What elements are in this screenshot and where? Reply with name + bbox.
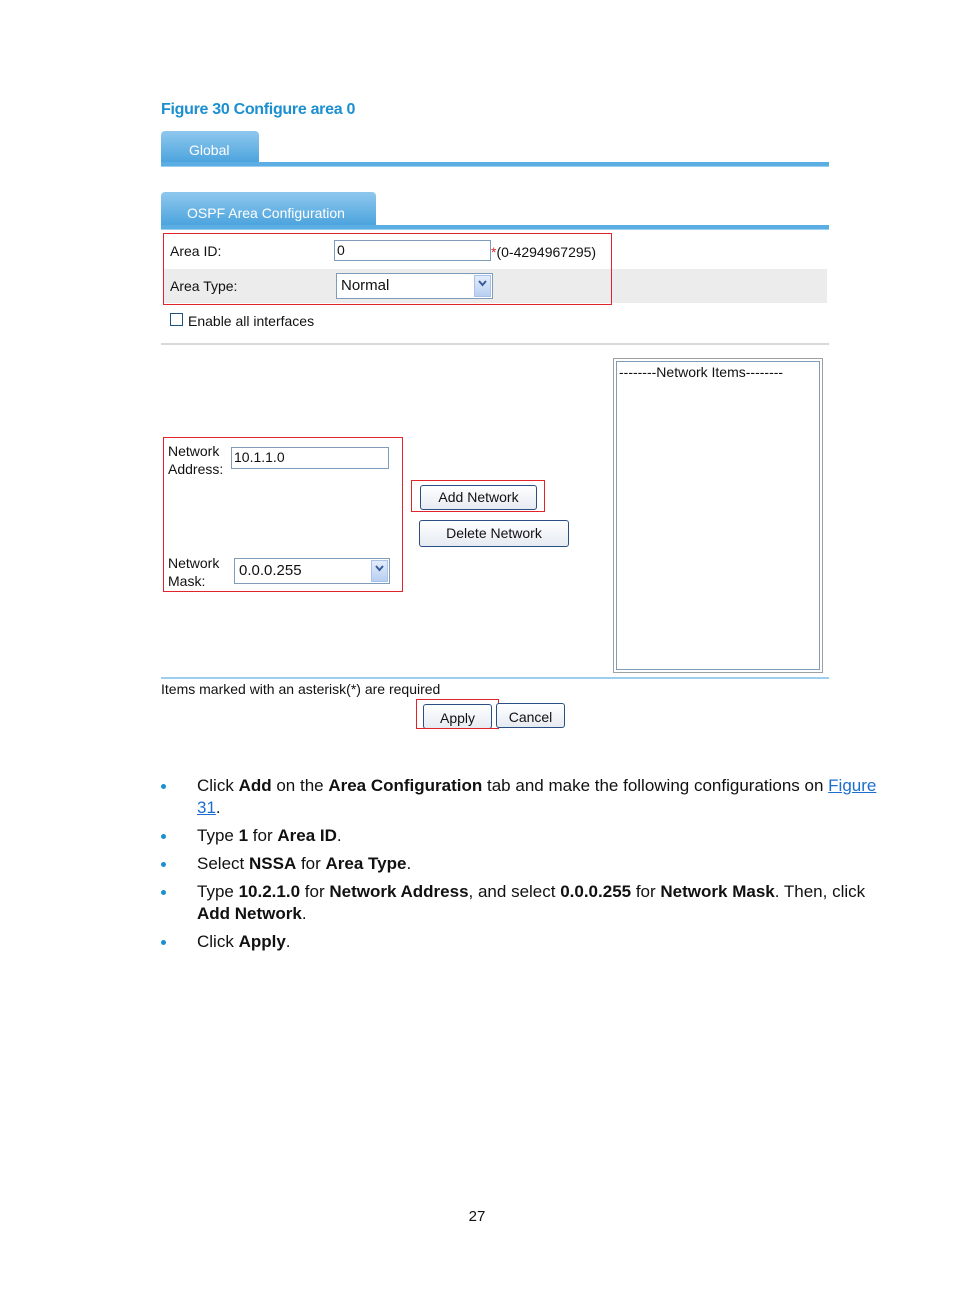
network-mask-value: 0.0.0.255 [239, 562, 302, 579]
enable-all-interfaces-label: Enable all interfaces [188, 313, 315, 329]
instruction-text: tab and make the following configurations on [482, 776, 829, 795]
network-items-frame [616, 361, 820, 670]
instruction-text: for [631, 882, 661, 901]
instruction-text: . Then, click [774, 882, 866, 901]
instruction-emphasis: 0.0.0.255 [560, 882, 632, 901]
bullet-icon [161, 890, 166, 895]
instruction-text: on the [271, 776, 329, 795]
instruction-item [161, 825, 881, 847]
area-type-label: Area Type: [170, 278, 238, 294]
bullet-icon [161, 834, 166, 839]
instruction-emphasis: Network Mask [660, 882, 775, 901]
instruction-text: . [406, 854, 412, 873]
area-type-value: Normal [341, 277, 390, 294]
instruction-text: . [215, 798, 221, 817]
instruction-text: . [336, 826, 342, 845]
instruction-text: . [301, 904, 307, 923]
apply-button[interactable]: Apply [423, 704, 492, 729]
page-number: 27 [468, 1208, 486, 1225]
network-mask-label-line2: Mask: [168, 573, 206, 589]
highlight-apply [416, 699, 499, 729]
required-note: Items marked with an asterisk(*) are required [161, 681, 441, 697]
tab-global-label: Global [189, 142, 230, 158]
network-address-label-line2: Address: [168, 461, 224, 477]
instruction-text: Type [197, 882, 239, 901]
instruction-emphasis: 1 [238, 826, 249, 845]
cancel-button[interactable]: Cancel [496, 703, 565, 728]
divider [161, 343, 829, 345]
bullet-icon [161, 940, 166, 945]
area-id-value: 0 [337, 242, 345, 258]
instruction-text: for [300, 882, 330, 901]
instruction-item [161, 931, 881, 953]
instruction-emphasis: Area ID [277, 826, 337, 845]
enable-all-interfaces-checkbox[interactable] [170, 313, 183, 326]
highlight-add-network [411, 480, 545, 512]
instruction-text: . [285, 932, 291, 951]
instruction-text: Select [197, 854, 249, 873]
divider [161, 677, 829, 679]
instruction-text: for [248, 826, 278, 845]
instruction-text: Type [197, 826, 239, 845]
tab-ospf-area-configuration[interactable] [161, 192, 376, 226]
bullet-icon [161, 862, 166, 867]
network-mask-label-line1: Network [168, 555, 220, 571]
bullet-icon [161, 784, 166, 789]
instruction-item [161, 775, 881, 819]
instruction-item [161, 853, 881, 875]
required-asterisk: * [491, 244, 497, 260]
figure-caption: Figure 30 Configure area 0 [161, 101, 356, 118]
instruction-list [161, 775, 881, 959]
network-items-header: --------Network Items-------- [619, 364, 784, 380]
instruction-emphasis: Area Type [325, 854, 407, 873]
network-address-value: 10.1.1.0 [234, 449, 285, 465]
instruction-text: Click [197, 932, 239, 951]
add-network-button[interactable]: Add Network [420, 485, 537, 510]
instruction-emphasis: Network Address [329, 882, 469, 901]
area-id-label: Area ID: [170, 243, 222, 259]
instruction-emphasis: Add Network [197, 904, 302, 923]
tab-ospf-area-label: OSPF Area Configuration [187, 205, 345, 221]
tab-global[interactable] [161, 131, 259, 163]
network-items-list[interactable] [613, 358, 823, 673]
instruction-emphasis: Area Configuration [328, 776, 483, 795]
area-id-range: (0-4294967295) [496, 244, 597, 260]
instruction-emphasis: 10.2.1.0 [238, 882, 301, 901]
delete-network-button[interactable]: Delete Network [419, 520, 569, 547]
instruction-emphasis: Apply [238, 932, 286, 951]
highlight-area-settings [163, 233, 612, 305]
network-address-label-line1: Network [168, 443, 220, 459]
instruction-item [161, 881, 881, 925]
instruction-emphasis: NSSA [248, 854, 297, 873]
tab-strip-line [161, 162, 829, 167]
figure-link[interactable]: Figure 31 [197, 776, 877, 817]
instruction-emphasis: Add [238, 776, 272, 795]
instruction-text: , and select [468, 882, 561, 901]
instruction-text: Click [197, 776, 239, 795]
highlight-network-fields [163, 437, 403, 592]
tab-strip-line [161, 225, 829, 230]
instruction-text: for [296, 854, 326, 873]
